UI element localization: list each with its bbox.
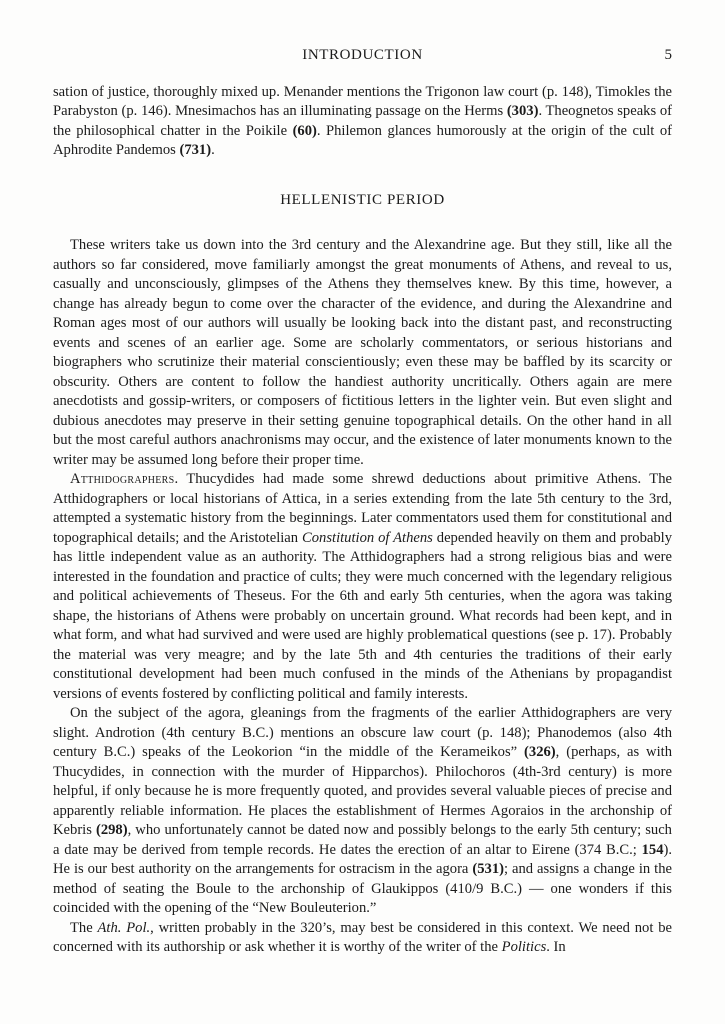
text-run: The xyxy=(70,919,98,936)
text-run: (326) xyxy=(524,744,556,760)
paragraph xyxy=(53,919,672,958)
text-run: These writers take us down into the 3rd century and the Alexandrine age. But they still, like all the authors so far considered, move familiarly amongst the great monuments of Athens, and reveal to us, casually and unconsciously, glimpses of the Athens they themselves knew. By this time, however, a change has already begun to come over the character of the evidence, and during the Alexandrine and Roman ages most of our authors will usually be looking back into the distant past, and reconstructing events and scenes of an earlier age. Some are scholarly commentators, or serious historians and biographers who scrutinize their material conscientiously; even these may be baffled by its scarcity or obscurity. Others are content to follow the handiest authority uncritically. Others again are mere anecdotists and gossip-writers, or composers of fictitious letters in the lighter vein. But even slight and dubious anecdotes may preserve in their setting genuine topographical details. On the other hand in all but the most careful authors anachronisms may occur, and the existence of later monuments known to the writer may be assumed long before their proper time. xyxy=(53,237,672,468)
text-run: 154 xyxy=(641,841,664,858)
paragraph xyxy=(53,236,672,470)
text-run: , who unfortunately cannot be dated now and possibly belongs to the early 5th century; such a date may be derived from temple records. He dates the erection of an altar to Eirene (374 B.C.; xyxy=(53,822,672,858)
text-run: Politics xyxy=(501,939,547,955)
paragraph xyxy=(53,704,672,919)
text-run: depended heavily on them and probably has little independent value as an authority. The Atthidographers had a strong religious bias and were interested in the foundation and practice of cults; they were much concerned with the legendary religious and political achievements of Theseus. For the 6th and early 5th centuries, when the agora was taking shape, the historians of Athens were probably on uncertain ground. What records had been kept, and in what form, and what had survived and were used are highly problematical questions (see p. 17). Probably the material was very meagre; and by the late 5th and 4th centuries the traditions of their early constitutional development had been much confused in the minds of the Athenians by propagandist versions of events fostered by conflicting political and family interests. xyxy=(53,529,673,702)
text-run: (303) xyxy=(506,103,539,119)
section-heading: HELLENISTIC PERIOD xyxy=(280,191,445,208)
text-run: Atthidographers xyxy=(70,471,175,487)
running-head: INTRODUCTION xyxy=(302,47,423,63)
text-run: On the subject of the agora, gleanings from the fragments of the earlier Atthidographers are very slight. Androtion (4th century B.C.) mentions an obscure law court (p. 148); Phanodemos (also 4th century B.C.) speaks of the Leokorion “in the middle of the Kerameikos” xyxy=(53,705,672,760)
text-run: sation of justice, thoroughly mixed up. Menander mentions the Trigonon law court (p. 148), Timokles the Parabyston (p. 146). Mnesimachos has an illuminating passage on the Herms xyxy=(53,83,672,119)
text-run: , (perhaps, as with Thucydides, in connection with the murder of Hipparchos). Philochoros (4th-3rd century) is more helpful, if only because he is more frequently quoted, and provides several valuable pieces of precise and apparently reliable information. He places the establishment of Hermes Agoraios in the archonship of Kebris xyxy=(53,744,672,838)
page-header xyxy=(53,46,672,66)
text-run: ). He is our best authority on the arrangements for ostracism in the agora xyxy=(53,841,672,877)
text-run: . Thucydides had made some shrewd deductions about primitive Athens. The Atthidographers or local historians of Attica, in a series extending from the late 5th century to the 3rd, attempted a systematic history from the beginnings. Later commentators used them for constitutional and topographical details; and the Aristotelian xyxy=(53,471,672,546)
text-run: , written probably in the 320’s, may best be considered in this context. We need not be concerned with its authorship or ask whether it is worthy of the writer of the xyxy=(53,919,672,955)
text-run: Ath. Pol. xyxy=(97,919,151,936)
text-run: . In xyxy=(546,939,566,955)
text-run: Constitution of Athens xyxy=(302,529,433,546)
text-run: ; and assigns a change in the method of seating the Boule to the archonship of Glaukippos (410/9 B.C.) — one wonders if this coincided with the opening of the “New Bouleuterion.” xyxy=(53,861,672,916)
text-run: . Philemon glances humorously at the origin of the cult of Aphrodite Pandemos xyxy=(53,122,672,158)
intro-paragraphs xyxy=(53,83,672,161)
paragraph xyxy=(53,470,672,704)
text-run: (531) xyxy=(472,861,504,877)
text-run: (731) xyxy=(179,142,212,158)
text-run: . xyxy=(211,142,215,158)
paragraph xyxy=(53,83,672,161)
section-paragraphs xyxy=(53,236,672,958)
page-number: 5 xyxy=(664,47,672,63)
text-run: (60) xyxy=(292,122,317,139)
text-run: (298) xyxy=(95,822,128,838)
text-run: . Theognetos speaks of the philosophical chatter in the Poikile xyxy=(53,103,672,139)
